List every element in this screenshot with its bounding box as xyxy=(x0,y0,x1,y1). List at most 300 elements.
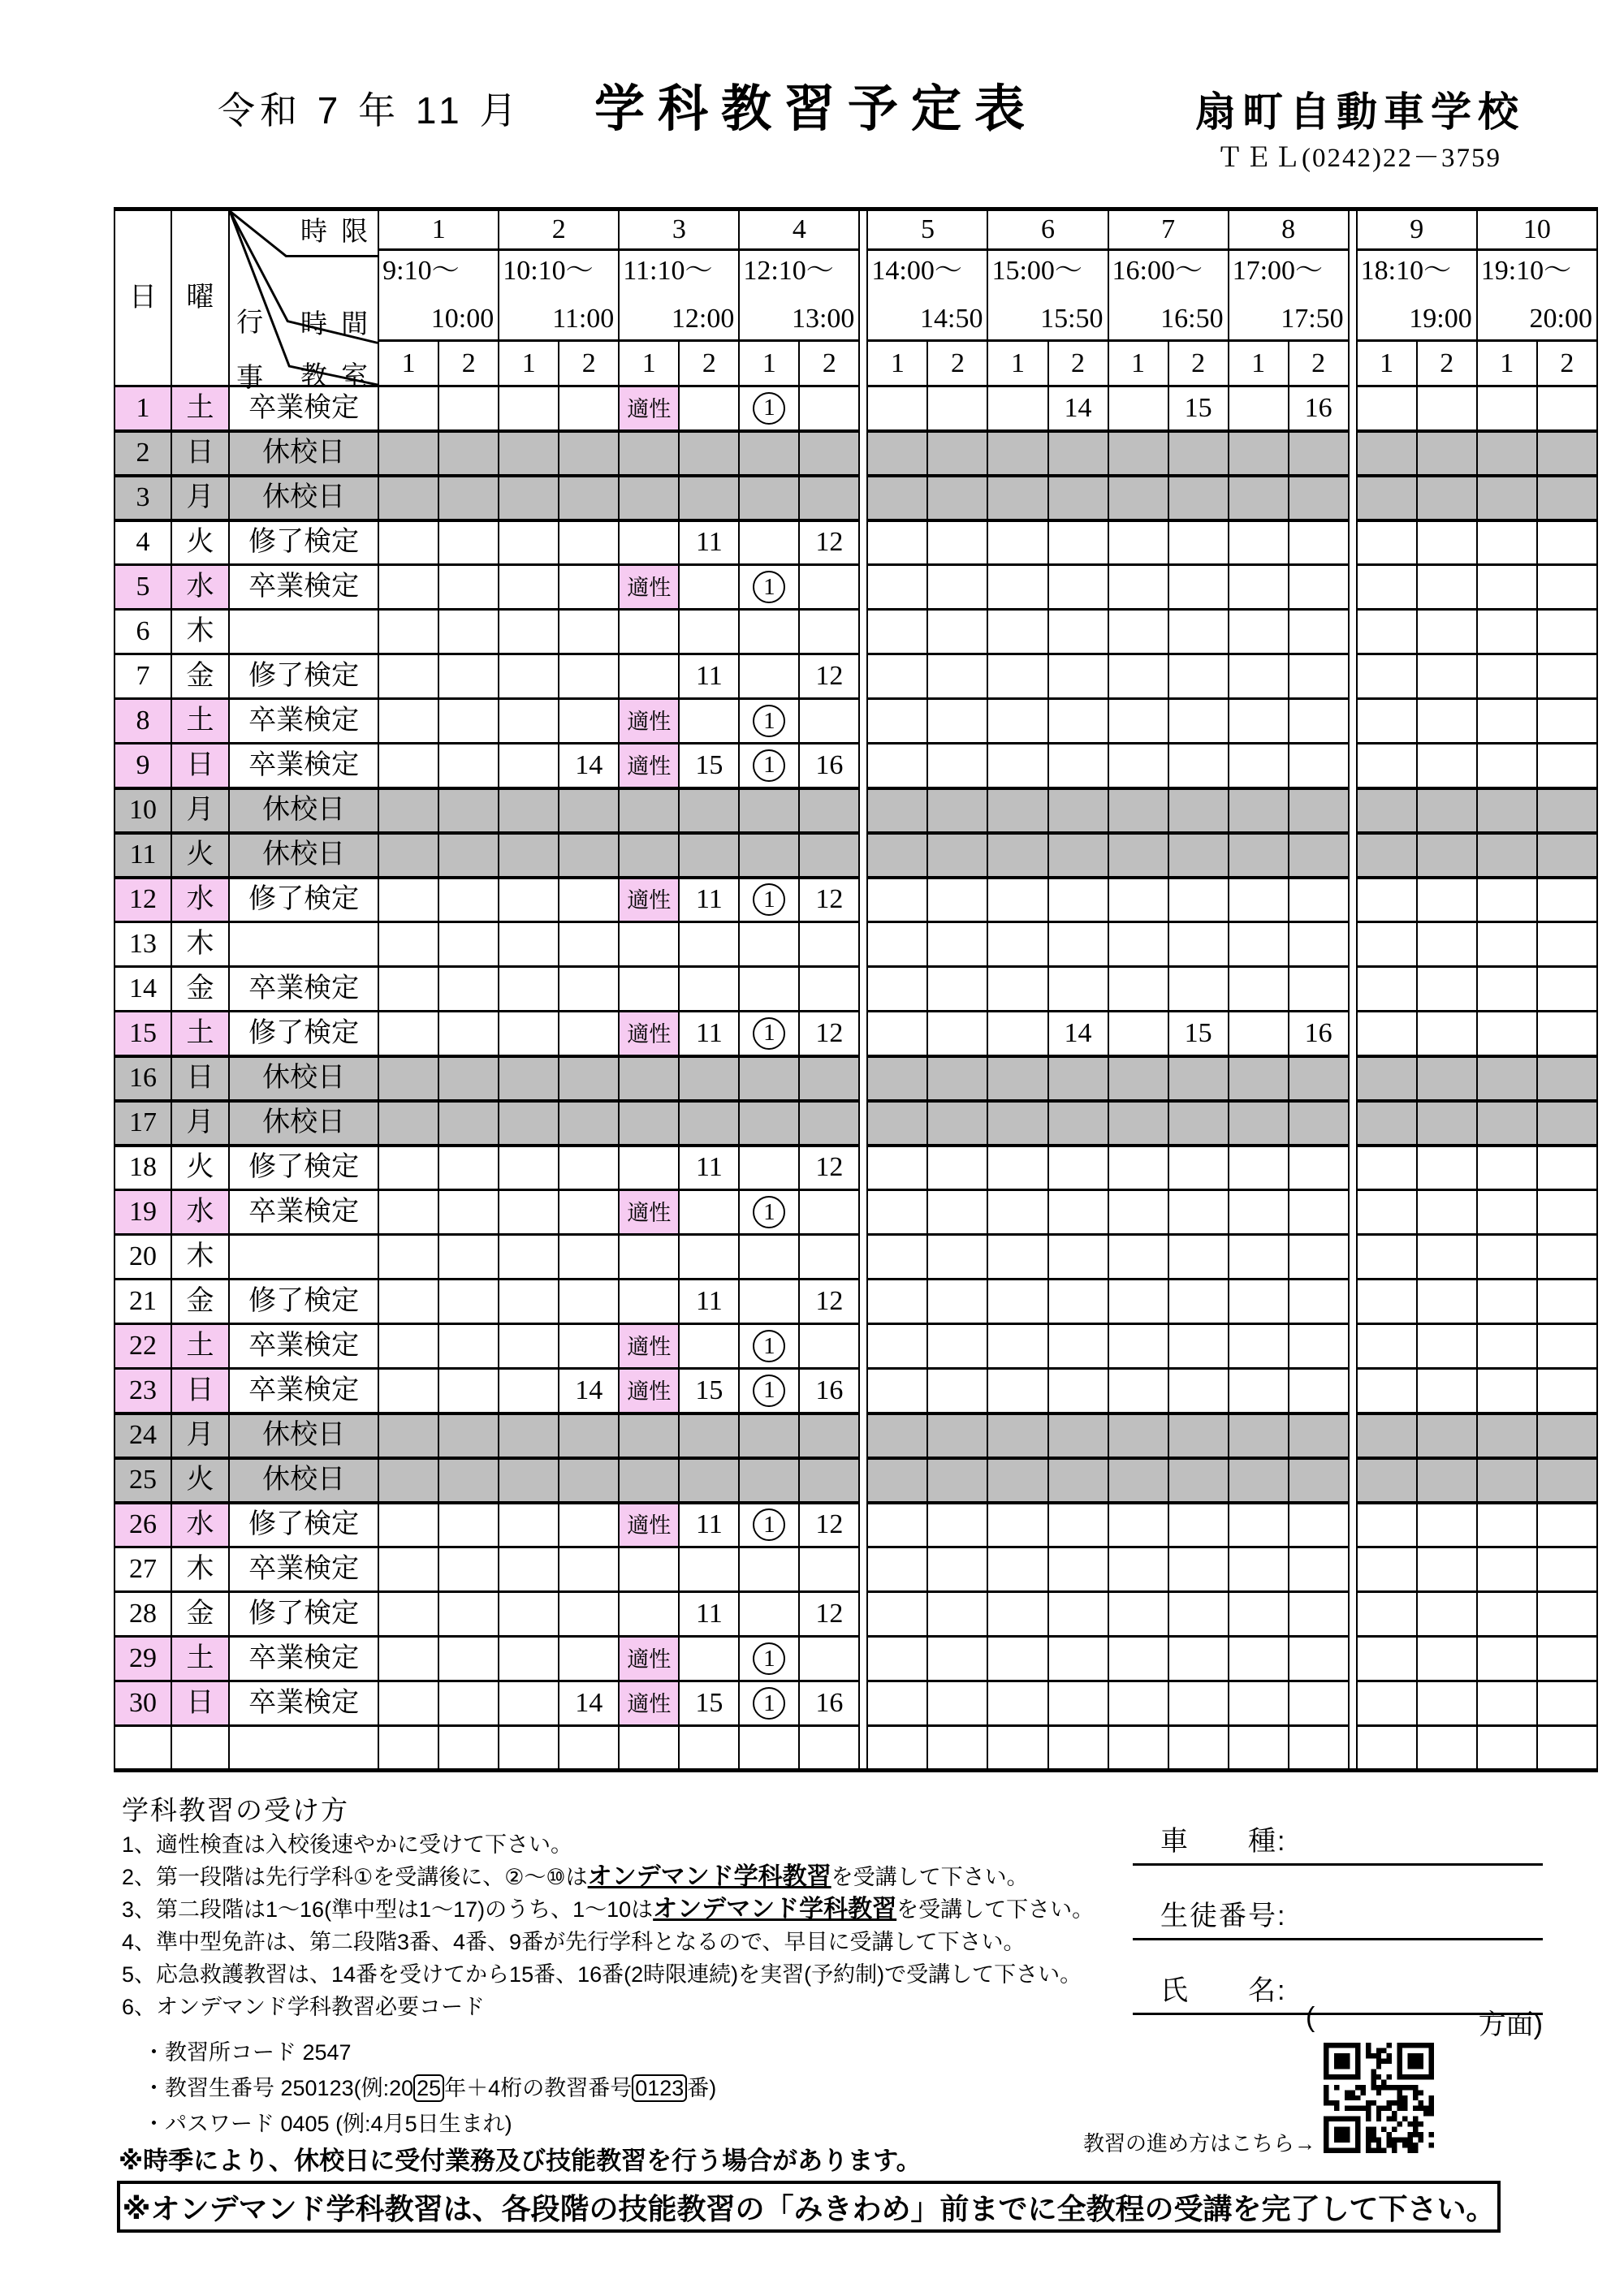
schedule-cell xyxy=(679,1101,739,1146)
weekday-column-header: 曜 xyxy=(171,209,229,386)
schedule-cell xyxy=(739,1592,799,1637)
schedule-cell xyxy=(1048,520,1108,565)
schedule-cell xyxy=(799,1056,859,1101)
schedule-cell: 16 xyxy=(1289,1012,1349,1056)
break-gap xyxy=(1349,1547,1357,1592)
schedule-cell xyxy=(1537,1458,1597,1503)
schedule-cell xyxy=(1289,1503,1349,1547)
break-gap xyxy=(859,1458,867,1503)
weekday-cell: 火 xyxy=(171,520,229,565)
schedule-cell xyxy=(1289,1592,1349,1637)
schedule-cell xyxy=(739,1101,799,1146)
period-end-time: 13:00 xyxy=(791,304,855,334)
schedule-cell xyxy=(378,1101,438,1146)
schedule-cell xyxy=(867,744,927,788)
schedule-cell xyxy=(378,1503,438,1547)
schedule-cell xyxy=(1168,654,1229,699)
schedule-cell xyxy=(559,1235,619,1280)
weekday-cell: 火 xyxy=(171,1146,229,1190)
schedule-cell: 12 xyxy=(799,1280,859,1324)
schedule-cell xyxy=(1048,833,1108,878)
schedule-cell xyxy=(679,610,739,654)
schedule-cell xyxy=(867,1324,927,1369)
break-gap xyxy=(859,878,867,922)
schedule-cell xyxy=(1289,1681,1349,1726)
schedule-cell xyxy=(739,922,799,967)
schedule-cell xyxy=(1168,1190,1229,1235)
schedule-cell xyxy=(927,1324,987,1369)
room-header: 2 xyxy=(679,341,739,386)
schedule-cell xyxy=(1417,833,1477,878)
schedule-cell xyxy=(438,654,499,699)
schedule-cell xyxy=(679,1056,739,1101)
break-gap xyxy=(1349,431,1357,476)
schedule-cell xyxy=(378,1681,438,1726)
day-cell: 9 xyxy=(114,744,171,788)
schedule-cell xyxy=(1537,1726,1597,1771)
schedule-cell xyxy=(619,1592,679,1637)
schedule-cell xyxy=(739,1280,799,1324)
vehicle-type-label: 車 種: xyxy=(1160,1826,1287,1857)
schedule-cell xyxy=(739,1190,799,1235)
schedule-table xyxy=(114,207,1598,1772)
schedule-cell xyxy=(499,1369,559,1413)
room-header: 2 xyxy=(1537,341,1597,386)
corner-header xyxy=(229,209,378,392)
schedule-cell xyxy=(927,431,987,476)
schedule-cell xyxy=(1537,1637,1597,1681)
schedule-cell xyxy=(679,1235,739,1280)
day-cell: 18 xyxy=(114,1146,171,1190)
break-gap xyxy=(1349,1280,1357,1324)
schedule-cell xyxy=(867,878,927,922)
event-cell xyxy=(229,1726,378,1771)
schedule-cell xyxy=(378,967,438,1012)
schedule-cell xyxy=(1229,788,1289,833)
schedule-cell xyxy=(499,1681,559,1726)
weekday-cell: 日 xyxy=(171,431,229,476)
break-gap xyxy=(859,654,867,699)
schedule-cell: 適性 xyxy=(619,1324,679,1369)
schedule-cell xyxy=(499,878,559,922)
schedule-cell xyxy=(1168,1146,1229,1190)
break-gap xyxy=(859,1190,867,1235)
school-name: 扇町自動車学校 xyxy=(1195,89,1525,135)
schedule-cell: 適性 xyxy=(619,699,679,744)
weekday-cell: 金 xyxy=(171,967,229,1012)
schedule-cell xyxy=(1477,1726,1537,1771)
schedule-cell xyxy=(1048,1503,1108,1547)
schedule-cell xyxy=(1477,610,1537,654)
schedule-cell xyxy=(867,1547,927,1592)
weekday-cell: 日 xyxy=(171,1681,229,1726)
schedule-cell xyxy=(799,1413,859,1458)
schedule-cell xyxy=(1289,565,1349,610)
note-line: 4、準中型免許は、第二段階3番、4番、9番が先行学科となるので、早目に受講して下さい。 xyxy=(122,1930,1026,1954)
schedule-cell xyxy=(559,1280,619,1324)
circled-one: 1 xyxy=(753,392,785,425)
schedule-cell xyxy=(1289,610,1349,654)
room-header: 1 xyxy=(1229,341,1289,386)
schedule-cell xyxy=(1229,1413,1289,1458)
schedule-cell xyxy=(927,1413,987,1458)
period-start-time: 17:00～ xyxy=(1232,256,1324,286)
schedule-cell xyxy=(867,1503,927,1547)
event-cell: 休校日 xyxy=(229,788,378,833)
event-cell: 卒業検定 xyxy=(229,565,378,610)
schedule-cell xyxy=(739,1726,799,1771)
schedule-cell xyxy=(799,1101,859,1146)
note-line: 1、適性検査は入校後速やかに受けて下さい。 xyxy=(122,1832,573,1857)
schedule-cell xyxy=(1477,520,1537,565)
schedule-cell xyxy=(378,1280,438,1324)
schedule-cell xyxy=(1537,1235,1597,1280)
schedule-cell xyxy=(1168,878,1229,922)
schedule-cell xyxy=(1477,565,1537,610)
schedule-cell xyxy=(739,1681,799,1726)
schedule-cell xyxy=(438,1458,499,1503)
schedule-cell xyxy=(438,1056,499,1101)
schedule-cell: 12 xyxy=(799,1012,859,1056)
schedule-cell: 15 xyxy=(1168,1012,1229,1056)
schedule-cell xyxy=(1108,833,1168,878)
schedule-cell xyxy=(1357,1012,1417,1056)
era-date: 令和 7 年 11 月 xyxy=(218,89,522,132)
schedule-cell xyxy=(987,1235,1047,1280)
schedule-cell xyxy=(1537,1280,1597,1324)
schedule-cell xyxy=(1229,967,1289,1012)
schedule-cell xyxy=(1357,654,1417,699)
schedule-cell xyxy=(1229,1146,1289,1190)
break-gap xyxy=(859,520,867,565)
period-time-header xyxy=(499,250,619,341)
period-time-header xyxy=(1357,250,1477,341)
schedule-cell xyxy=(1477,1056,1537,1101)
schedule-cell xyxy=(559,610,619,654)
schedule-cell xyxy=(1289,1637,1349,1681)
schedule-cell xyxy=(1168,1592,1229,1637)
schedule-cell xyxy=(1229,476,1289,520)
room-header: 1 xyxy=(867,341,927,386)
schedule-cell xyxy=(987,1101,1047,1146)
break-gap xyxy=(859,788,867,833)
schedule-cell xyxy=(679,431,739,476)
schedule-cell xyxy=(1537,833,1597,878)
vehicle-type-field xyxy=(1133,1825,1543,1866)
schedule-cell xyxy=(987,520,1047,565)
schedule-cell xyxy=(1108,788,1168,833)
break-gap xyxy=(1349,1369,1357,1413)
room-header: 2 xyxy=(1289,341,1349,386)
schedule-cell xyxy=(739,1369,799,1413)
break-gap xyxy=(859,1146,867,1190)
schedule-cell xyxy=(1108,922,1168,967)
schedule-cell xyxy=(867,1012,927,1056)
event-cell: 卒業検定 xyxy=(229,1190,378,1235)
note-line: 2、第一段階は先行学科①を受講後に、②～⑩はオンデマンド学科教習を受講して下さい。 xyxy=(122,1863,1029,1890)
time-label: 時 間 xyxy=(300,309,372,339)
schedule-cell xyxy=(619,610,679,654)
schedule-cell xyxy=(987,1458,1047,1503)
schedule-cell xyxy=(1048,1592,1108,1637)
schedule-cell xyxy=(1229,1369,1289,1413)
schedule-cell xyxy=(499,520,559,565)
schedule-cell xyxy=(619,476,679,520)
event-cell: 修了検定 xyxy=(229,1012,378,1056)
schedule-cell xyxy=(987,788,1047,833)
schedule-cell xyxy=(1537,1056,1597,1101)
schedule-cell: 適性 xyxy=(619,386,679,431)
schedule-cell xyxy=(987,878,1047,922)
notes-list xyxy=(122,1828,1094,2023)
schedule-cell xyxy=(799,922,859,967)
circled-one: 1 xyxy=(753,883,785,916)
break-gap xyxy=(859,1101,867,1146)
schedule-cell xyxy=(1477,1012,1537,1056)
schedule-cell xyxy=(867,1681,927,1726)
schedule-cell xyxy=(927,1012,987,1056)
name-label: 氏 名: xyxy=(1160,1975,1287,2006)
schedule-cell xyxy=(1477,476,1537,520)
schedule-cell xyxy=(867,922,927,967)
schedule-cell xyxy=(499,1547,559,1592)
period-header: 3 xyxy=(619,209,739,250)
schedule-cell xyxy=(1108,1324,1168,1369)
schedule-cell xyxy=(499,1101,559,1146)
schedule-cell xyxy=(679,565,739,610)
schedule-cell xyxy=(1537,431,1597,476)
schedule-cell xyxy=(927,744,987,788)
schedule-cell xyxy=(927,833,987,878)
weekday-cell: 土 xyxy=(171,1012,229,1056)
break-gap xyxy=(1349,1726,1357,1771)
schedule-cell xyxy=(378,1592,438,1637)
schedule-cell xyxy=(679,922,739,967)
schedule-cell xyxy=(1229,654,1289,699)
break-gap xyxy=(1349,1592,1357,1637)
schedule-cell xyxy=(1168,1280,1229,1324)
schedule-cell xyxy=(739,654,799,699)
schedule-cell xyxy=(1477,386,1537,431)
schedule-cell xyxy=(378,788,438,833)
break-gap xyxy=(859,1637,867,1681)
schedule-cell xyxy=(927,1190,987,1235)
direction-label: 方面) xyxy=(1478,2009,1543,2040)
schedule-cell: 11 xyxy=(679,1503,739,1547)
schedule-cell xyxy=(1289,1101,1349,1146)
event-cell: 休校日 xyxy=(229,1101,378,1146)
schedule-cell xyxy=(438,565,499,610)
schedule-cell xyxy=(619,1056,679,1101)
schedule-cell: 14 xyxy=(559,744,619,788)
schedule-cell xyxy=(799,610,859,654)
schedule-cell xyxy=(1357,699,1417,744)
schedule-cell xyxy=(867,565,927,610)
schedule-cell xyxy=(1477,1637,1537,1681)
schedule-cell xyxy=(499,1726,559,1771)
schedule-cell xyxy=(1417,565,1477,610)
schedule-cell: 12 xyxy=(799,1503,859,1547)
schedule-cell xyxy=(799,565,859,610)
schedule-cell xyxy=(987,476,1047,520)
schedule-cell xyxy=(438,788,499,833)
schedule-cell xyxy=(1477,1547,1537,1592)
event-label-top: 行 xyxy=(236,307,267,337)
schedule-cell xyxy=(1108,1101,1168,1146)
schedule-cell xyxy=(619,1726,679,1771)
weekday-cell: 土 xyxy=(171,1324,229,1369)
schedule-cell: 適性 xyxy=(619,565,679,610)
period-time-header xyxy=(378,250,499,341)
schedule-cell xyxy=(1537,386,1597,431)
break-gap xyxy=(1349,878,1357,922)
schedule-cell xyxy=(987,1503,1047,1547)
event-cell: 卒業検定 xyxy=(229,1637,378,1681)
schedule-cell xyxy=(1357,1547,1417,1592)
schedule-cell xyxy=(1417,1503,1477,1547)
period-time-header xyxy=(867,250,987,341)
schedule-cell xyxy=(927,1146,987,1190)
schedule-cell xyxy=(1477,1369,1537,1413)
schedule-cell xyxy=(679,967,739,1012)
break-gap xyxy=(1349,1235,1357,1280)
day-cell: 29 xyxy=(114,1637,171,1681)
period-header: 1 xyxy=(378,209,499,250)
schedule-cell xyxy=(1048,431,1108,476)
schedule-cell xyxy=(1048,1369,1108,1413)
schedule-cell xyxy=(1357,744,1417,788)
period-end-time: 19:00 xyxy=(1409,304,1472,334)
schedule-cell xyxy=(739,1324,799,1369)
weekday-cell: 金 xyxy=(171,1280,229,1324)
schedule-cell xyxy=(1537,1681,1597,1726)
schedule-cell xyxy=(378,431,438,476)
schedule-cell xyxy=(1229,1324,1289,1369)
schedule-cell xyxy=(1537,967,1597,1012)
schedule-cell xyxy=(987,699,1047,744)
schedule-cell xyxy=(559,922,619,967)
schedule-cell xyxy=(378,520,438,565)
schedule-cell xyxy=(987,922,1047,967)
schedule-cell xyxy=(559,1503,619,1547)
schedule-cell xyxy=(378,1324,438,1369)
schedule-cell xyxy=(987,833,1047,878)
schedule-cell xyxy=(1417,520,1477,565)
page-title: 学科教習予定表 xyxy=(594,81,1039,137)
schedule-cell xyxy=(1048,1726,1108,1771)
schedule-cell xyxy=(438,1101,499,1146)
day-cell: 3 xyxy=(114,476,171,520)
schedule-cell xyxy=(987,1190,1047,1235)
schedule-cell xyxy=(1229,1637,1289,1681)
schedule-cell xyxy=(927,1547,987,1592)
schedule-cell xyxy=(1168,1324,1229,1369)
schedule-cell: 適性 xyxy=(619,1681,679,1726)
schedule-cell xyxy=(1417,1190,1477,1235)
schedule-cell xyxy=(1537,476,1597,520)
schedule-cell xyxy=(438,1146,499,1190)
schedule-cell: 15 xyxy=(679,1681,739,1726)
schedule-cell xyxy=(378,1012,438,1056)
schedule-cell xyxy=(679,386,739,431)
schedule-cell xyxy=(1357,1458,1417,1503)
schedule-cell xyxy=(867,699,927,744)
schedule-cell xyxy=(1357,788,1417,833)
event-cell: 卒業検定 xyxy=(229,1324,378,1369)
code-line: ・パスワード 0405 (例:4月5日生まれ) xyxy=(143,2112,512,2136)
schedule-cell xyxy=(1357,476,1417,520)
schedule-cell xyxy=(1417,967,1477,1012)
break-gap xyxy=(1349,922,1357,967)
period-start-time: 14:00～ xyxy=(871,256,962,286)
weekday-cell: 火 xyxy=(171,833,229,878)
schedule-cell xyxy=(739,1637,799,1681)
room-header: 2 xyxy=(559,341,619,386)
schedule-cell xyxy=(1357,1637,1417,1681)
schedule-cell xyxy=(438,386,499,431)
student-number-field xyxy=(1133,1900,1543,1940)
schedule-cell xyxy=(927,1101,987,1146)
schedule-cell xyxy=(499,833,559,878)
schedule-cell xyxy=(1537,878,1597,922)
schedule-cell xyxy=(378,610,438,654)
schedule-cell xyxy=(679,1726,739,1771)
schedule-cell xyxy=(1357,1413,1417,1458)
schedule-cell: 適性 xyxy=(619,1012,679,1056)
period-start-time: 16:00～ xyxy=(1112,256,1203,286)
weekday-cell: 月 xyxy=(171,788,229,833)
schedule-cell xyxy=(499,386,559,431)
day-cell: 21 xyxy=(114,1280,171,1324)
circled-one: 1 xyxy=(753,749,785,782)
schedule-cell xyxy=(739,565,799,610)
schedule-cell xyxy=(927,1592,987,1637)
schedule-cell xyxy=(619,520,679,565)
schedule-cell xyxy=(1048,654,1108,699)
break-gap xyxy=(859,610,867,654)
schedule-cell xyxy=(867,1101,927,1146)
break-gap xyxy=(859,699,867,744)
period-start-time: 11:10～ xyxy=(623,256,713,286)
schedule-cell xyxy=(739,788,799,833)
schedule-cell xyxy=(1477,1146,1537,1190)
schedule-cell xyxy=(927,520,987,565)
schedule-cell: 12 xyxy=(799,878,859,922)
day-cell: 16 xyxy=(114,1056,171,1101)
weekday-cell: 水 xyxy=(171,1503,229,1547)
schedule-cell xyxy=(1477,1324,1537,1369)
notes-heading: 学科教習の受け方 xyxy=(122,1795,349,1825)
schedule-cell xyxy=(438,1547,499,1592)
schedule-cell xyxy=(867,1280,927,1324)
schedule-cell xyxy=(1289,744,1349,788)
break-gap xyxy=(859,431,867,476)
schedule-cell xyxy=(1108,1458,1168,1503)
weekday-cell: 木 xyxy=(171,610,229,654)
weekday-cell: 木 xyxy=(171,1547,229,1592)
event-cell: 休校日 xyxy=(229,431,378,476)
event-cell: 修了検定 xyxy=(229,1280,378,1324)
event-cell: 休校日 xyxy=(229,1458,378,1503)
break-gap xyxy=(1349,386,1357,431)
schedule-cell xyxy=(1108,1726,1168,1771)
event-cell xyxy=(229,610,378,654)
schedule-cell: 11 xyxy=(679,1146,739,1190)
schedule-cell xyxy=(438,1413,499,1458)
day-cell: 23 xyxy=(114,1369,171,1413)
schedule-cell xyxy=(799,476,859,520)
schedule-cell xyxy=(739,967,799,1012)
